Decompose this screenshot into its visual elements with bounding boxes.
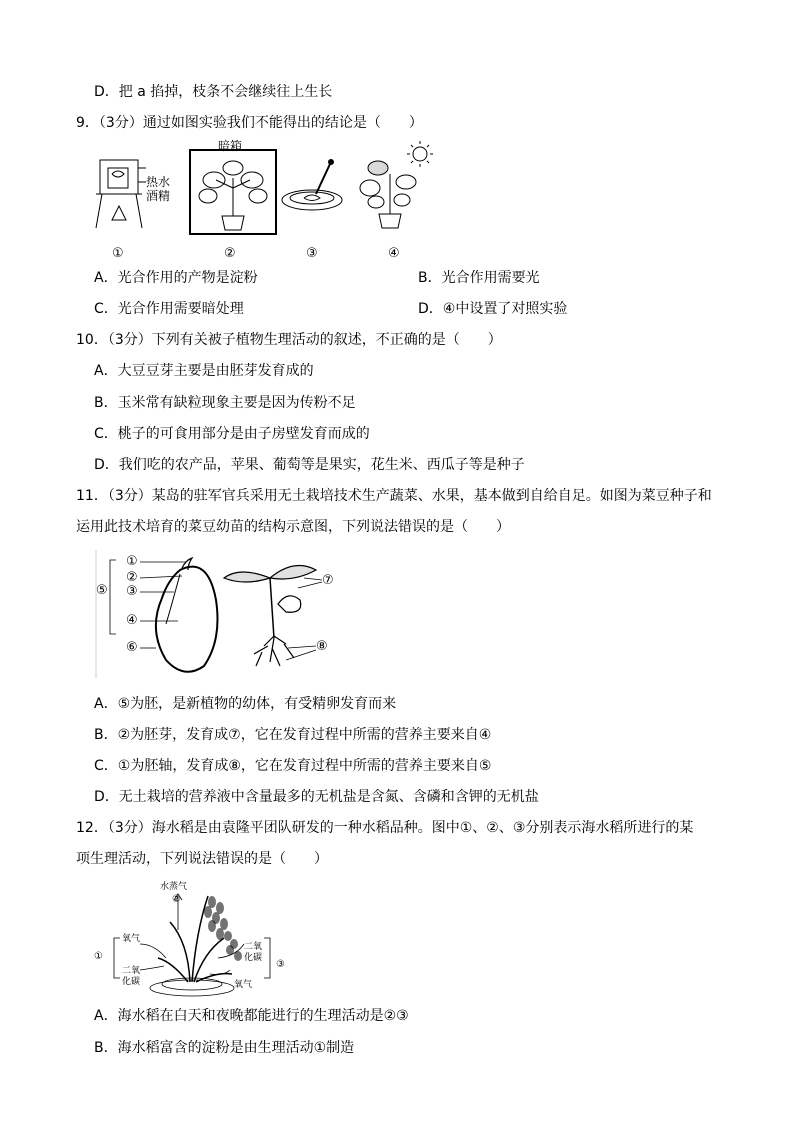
water-bath-apparatus xyxy=(96,160,146,228)
q10-option-c: C．桃子的可食用部分是由子房壁发育而成的 xyxy=(94,426,370,442)
q10-option-a: A．大豆豆芽主要是由胚芽发育成的 xyxy=(94,363,314,379)
co2-label-right-a: 二氧 xyxy=(244,942,263,952)
seedling-label-8: ⑧ xyxy=(316,639,328,654)
water-vapor-label: 水蒸气 xyxy=(160,882,188,892)
q12-option-b: B．海水稻富含的淀粉是由生理活动①制造 xyxy=(94,1040,355,1056)
q9-experiment-figure xyxy=(94,138,444,264)
q11-option-b: B．②为胚芽，发育成⑦，它在发育过程中所需的营养主要来自④ xyxy=(94,727,492,743)
q12-stem-line1: 12．（3分）海水稻是由袁隆平团队研发的一种水稻品种。图中①、②、③分别表示海水稻所进行的某 xyxy=(76,820,694,836)
bean-seedling-diagram xyxy=(224,566,322,667)
q10-option-b: B．玉米常有缺粒现象主要是因为传粉不足 xyxy=(94,395,356,411)
co2-label-right-b: 化碳 xyxy=(244,953,263,963)
rice-label-1: ① xyxy=(94,951,103,962)
oxygen-label-left: 氧气 xyxy=(122,934,141,944)
seedling-label-7: ⑦ xyxy=(322,573,334,588)
q11-option-c: C．①为胚轴，发育成⑧，它在发育过程中所需的营养主要来自⑤ xyxy=(94,758,492,774)
seed-label-5: ⑤ xyxy=(96,583,108,598)
oxygen-label-right: 氧气 xyxy=(234,980,253,990)
q9-option-b: B．光合作用需要光 xyxy=(418,270,540,286)
fig-label-4: ④ xyxy=(388,246,400,261)
q11-option-a: A．⑤为胚，是新植物的幼体，有受精卵发育而来 xyxy=(94,696,397,712)
q10-option-d: D．我们吃的农产品，苹果、葡萄等是果实，花生米、西瓜子等是种子 xyxy=(94,457,525,473)
seed-label-2: ② xyxy=(126,570,138,585)
q12-stem-line2: 项生理活动，下列说法错误的是（ ） xyxy=(76,851,328,867)
q11-stem-line2: 运用此技术培育的菜豆幼苗的结构示意图，下列说法错误的是（ ） xyxy=(76,519,510,535)
q9-option-c: C．光合作用需要暗处理 xyxy=(94,301,244,317)
q10-stem: 10．（3分）下列有关被子植物生理活动的叙述，不正确的是（ ） xyxy=(76,332,502,348)
rice-label-3: ③ xyxy=(276,959,285,970)
rice-label-2: ② xyxy=(172,894,181,905)
q11-option-d: D．无土栽培的营养液中含量最多的无机盐是含氮、含磷和含钾的无机盐 xyxy=(94,789,539,805)
co2-label-left-b: 化碳 xyxy=(122,977,141,987)
co2-label-left-a: 二氧 xyxy=(122,966,141,976)
dark-box-label: 暗箱 xyxy=(218,139,243,153)
q11-stem-line1: 11．（3分）某岛的驻军官兵采用无土栽培技术生产蔬菜、水果，基本做到自给自足。如图为菜豆种子和 xyxy=(76,488,712,504)
q9-option-a: A．光合作用的产物是淀粉 xyxy=(94,270,258,286)
q12-rice-figure xyxy=(92,878,302,1000)
q11-bean-figure xyxy=(94,548,354,682)
seed-label-6: ⑥ xyxy=(126,640,138,655)
q9-option-d: D．④中设置了对照实验 xyxy=(418,301,568,317)
hot-water-label: 热水 xyxy=(146,175,171,189)
seed-label-1: ① xyxy=(126,554,138,569)
dark-box-plant xyxy=(190,150,276,234)
petri-dish-dropper xyxy=(282,160,342,211)
fig-label-3: ③ xyxy=(306,246,318,261)
sunlit-plant xyxy=(360,141,433,228)
alcohol-label: 酒精 xyxy=(146,189,171,203)
seed-label-4: ④ xyxy=(126,613,138,628)
fig-label-1: ① xyxy=(112,246,124,261)
q12-option-a: A．海水稻在白天和夜晚都能进行的生理活动是②③ xyxy=(94,1008,409,1024)
fig-label-2: ② xyxy=(224,246,236,261)
seed-label-3: ③ xyxy=(126,584,138,599)
q9-stem: 9．（3分）通过如图实验我们不能得出的结论是（ ） xyxy=(76,115,423,131)
q8-option-d: D．把 a 掐掉，枝条不会继续往上生长 xyxy=(94,84,333,100)
